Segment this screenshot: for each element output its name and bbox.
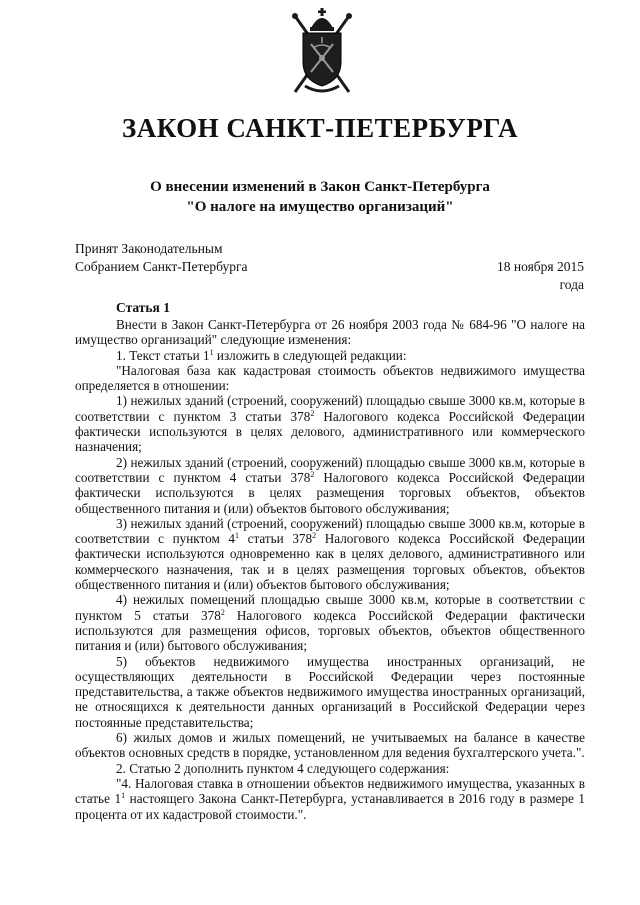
law-subject-line-2: "О налоге на имущество организаций": [186, 199, 454, 215]
law-title: ЗАКОН САНКТ-ПЕТЕРБУРГА: [121, 113, 519, 143]
article-body: [75, 317, 585, 822]
paragraph: 2. Статью 2 дополнить пунктом 4 следующего содержания:: [116, 760, 450, 776]
adopted-by: [75, 240, 248, 276]
paragraph: 1) нежилых зданий (строений, сооружений) площадью свыше 3000 кв.м, которые в соответствии с пунктом 3 статьи $378^2$ Налогового кодекса Российской Федерации фактически используются в целях делового, административного или коммерческого назначения;: [75, 393, 585, 455]
paragraph: "Налоговая база как кадастровая стоимость объектов недвижимого имущества определяется в отношении:: [75, 362, 585, 394]
paragraph: 6) жилых домов и жилых помещений, не учитываемых на балансе в качестве объектов основных средств в порядке, установленном для ведения бухгалтерского учета.".: [75, 730, 585, 761]
paragraph: 4) нежилых помещений площадью свыше 3000 кв.м, которые в соответствии с пунктом 5 статьи $378^2$ Налогового кодекса Российской Федерации фактически используются для размещения офисов, торговых объектов, объектов общественного питания и (или) бытового обслуживания;: [75, 592, 586, 654]
adopted-by-line-2: Собранием Санкт-Петербурга: [75, 259, 248, 274]
law-subject-line-1: О внесении изменений в Закон Санкт-Петербурга: [150, 179, 490, 195]
adoption-date: 18 ноября 2015 года: [496, 259, 584, 292]
paragraph: 1. Текст статьи $1^1$ изложить в следующей редакции:: [116, 347, 407, 363]
article-heading: Статья 1: [116, 300, 170, 315]
paragraph: 3) нежилых зданий (строений, сооружений) площадью свыше 3000 кв.м, которые в соответствии с пунктом $4^1$ статьи $378^2$ Налогового кодекса Российской Федерации фактически используются одновременно как в целях делового, административного или коммерческого назначения, так и в целях размещения торговых объектов, объектов общественного питания и (или) объектов бытового обслуживания;: [75, 515, 586, 593]
paragraph: Внести в Закон Санкт-Петербурга от 26 ноября 2003 года № 684-96 "О налоге на имущество организаций" следующие изменения:: [75, 317, 585, 348]
paragraph: "4. Налоговая ставка в отношении объектов недвижимого имущества, указанных в статье $1^1$ настоящего Закона Санкт-Петербурга, устанавливается в 2016 году в размере 1 процента от их кадастровой стоимости.".: [75, 775, 586, 822]
paragraph: 5) объектов недвижимого имущества иностранных организаций, не осуществляющих деятельности в Российской Федерации через постоянные представительства, а также объектов недвижимого имущества иностранных организаций, не относящихся к деятельности данных организаций в Российской Федерации через постоянные представительства;: [75, 653, 585, 730]
law-subject: [0, 177, 640, 217]
adopted-by-line-1: Принят Законодательным: [75, 241, 223, 256]
coat-of-arms-emblem: [291, 6, 353, 96]
paragraph: 2) нежилых зданий (строений, сооружений) площадью свыше 3000 кв.м, которые в соответствии с пунктом 4 статьи $378^2$ Налогового кодекса Российской Федерации фактически используются в целях размещения торговых объектов, объектов общественного питания и (или) объектов бытового обслуживания;: [75, 454, 585, 516]
